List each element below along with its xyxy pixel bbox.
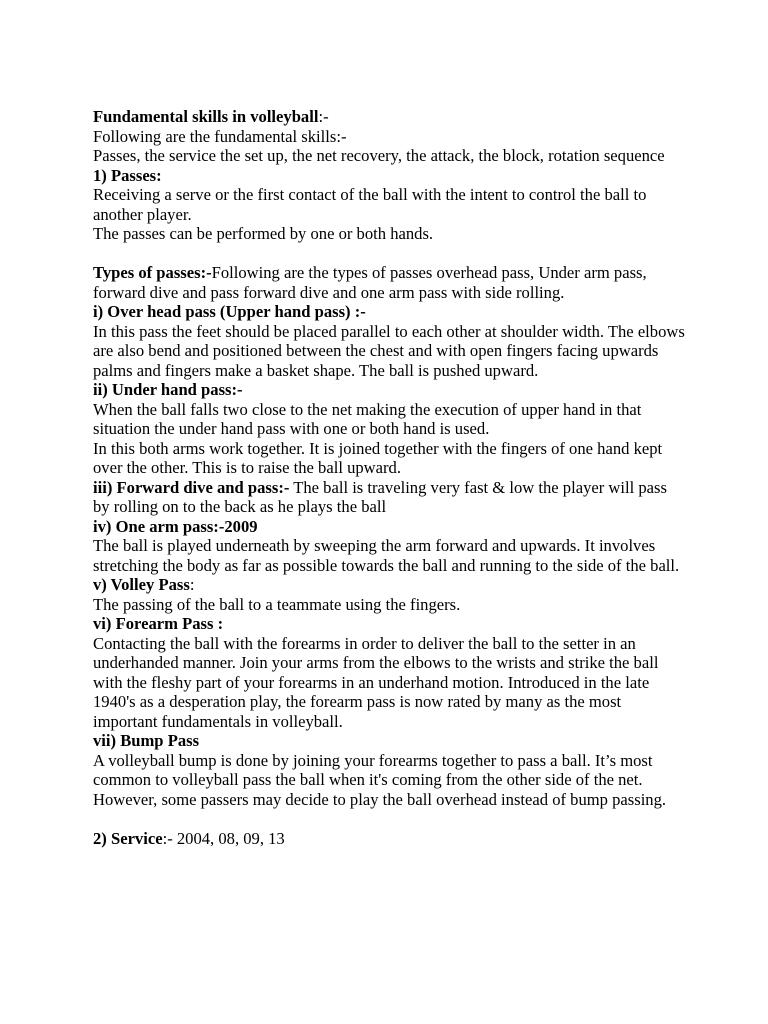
one-arm-pass-heading: iv) One arm pass:-2009 (93, 516, 258, 536)
service-heading: 2) Service:- 2004, 08, 09, 13 (93, 828, 285, 848)
passes-paragraph: Receiving a serve or the first contact of the ball with the intent to control the ball to another player. (93, 185, 647, 224)
paragraph-gap (93, 244, 685, 264)
passes-paragraph-2: The passes can be performed by one or both hands. (93, 224, 434, 243)
underhand-pass-text-2: In this both arms work together. It is joined together with the fingers of one hand kept over the other. This is to raise the ball upward. (93, 438, 663, 477)
types-of-passes: Types of passes:-Following are the types of passes overhead pass, Under arm pass, forward dive and pass forward dive and one arm pass with side rolling. (93, 263, 647, 302)
volley-pass-heading: v) Volley Pass: (93, 575, 195, 594)
volley-pass-text: The passing of the ball to a teammate using the fingers. (93, 594, 461, 614)
bump-pass-text: A volleyball bump is done by joining your forearms together to pass a ball. It’s most common to volleyball pass the ball when it's coming from the other side of the net. However, some passers may decide to play the ball overhead instead of bump passing. (93, 750, 667, 809)
one-arm-pass-text: The ball is played underneath by sweeping the arm forward and upwards. It involves stretching the body as far as possible towards the ball and running to the side of the ball. (93, 536, 680, 575)
underhand-pass-heading: ii) Under hand pass:- (93, 380, 243, 399)
bump-pass-heading: vii) Bump Pass (93, 731, 200, 750)
section-heading-passes: 1) Passes: (93, 165, 162, 185)
overhead-pass-text: In this pass the feet should be placed parallel to each other at shoulder width. The elbows are also bend and positioned between the chest and with open fingers facing upwards palms and fingers make a basket shape. The ball is pushed upward. (93, 321, 685, 380)
forearm-pass-text: Contacting the ball with the forearms in order to deliver the ball to the setter in an underhanded manner. Join your arms from the elbows to the wrists and strike the ball with the fleshy part of your forearms in an underhand motion. Introduced in the late 1940's as a desperation play, the forearm pass is now rated by many as the most important fundamentals in volleyball. (93, 633, 659, 731)
skills-list: Passes, the service the set up, the net recovery, the attack, the block, rotation sequence (93, 146, 665, 165)
document-page (93, 107, 685, 848)
document-title: Fundamental skills in volleyball:- (93, 107, 329, 126)
paragraph-gap (93, 809, 685, 829)
forearm-pass-heading: vi) Forearm Pass : (93, 614, 224, 633)
forward-dive-pass: iii) Forward dive and pass:- The ball is traveling very fast & low the player will pass by rolling on to the back as he plays the ball (93, 477, 667, 516)
intro-line: Following are the fundamental skills:- (93, 126, 347, 146)
overhead-pass-heading: i) Over head pass (Upper hand pass) :- (93, 302, 366, 321)
underhand-pass-text: When the ball falls two close to the net making the execution of upper hand in that situation the under hand pass with one or both hand is used. (93, 399, 642, 438)
